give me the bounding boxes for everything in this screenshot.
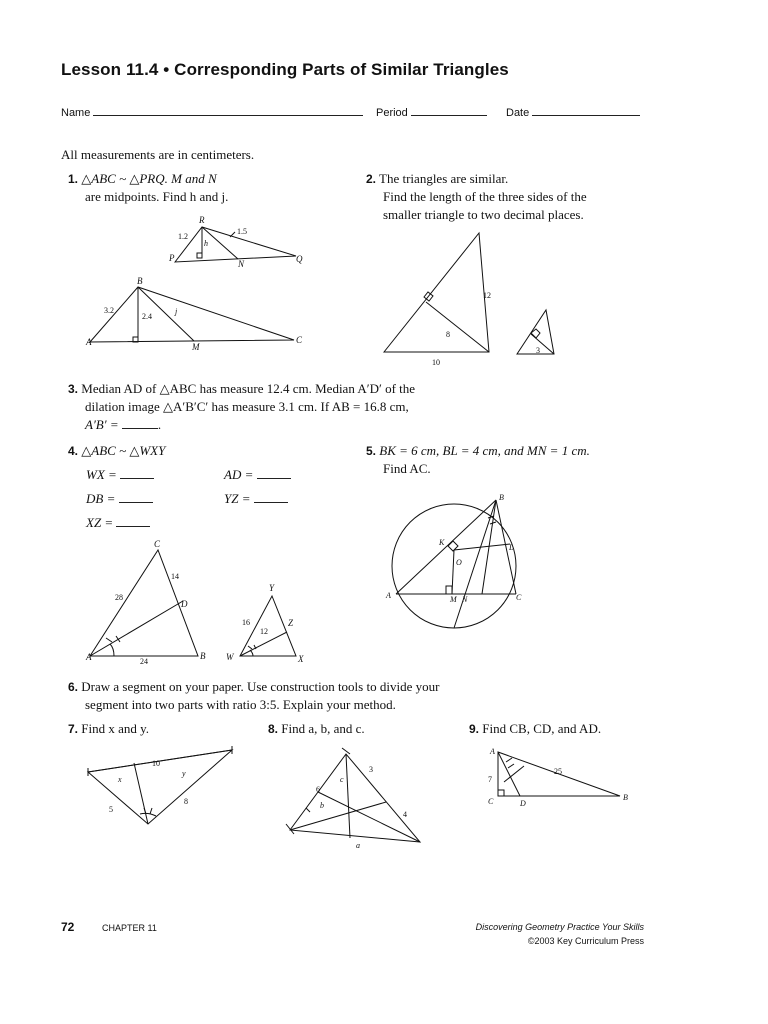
problem-9 <box>469 720 601 738</box>
problem-text: Find CB, CD, and AD. <box>482 721 602 736</box>
intro-text: All measurements are in centimeters. <box>61 147 255 162</box>
problem-4 <box>68 442 348 460</box>
period-label: Period <box>376 107 408 119</box>
label-8: 8 <box>446 330 450 339</box>
label-L: L <box>509 543 514 552</box>
problem-2 <box>366 170 666 224</box>
xz-answer[interactable] <box>86 514 150 532</box>
date-blank[interactable] <box>532 105 640 116</box>
label-A: A <box>86 337 92 347</box>
label-A: A <box>490 747 495 756</box>
label-12: 12 <box>483 291 491 300</box>
figure-5-circle <box>376 488 546 633</box>
label-3: 3 <box>369 765 373 774</box>
label-B: B <box>623 793 628 802</box>
label-X: X <box>298 654 304 664</box>
label-B: B <box>137 276 143 286</box>
problem-text: BK = 6 cm, BL = 4 cm, and MN = 1 cm. <box>379 443 590 458</box>
label-1.2: 1.2 <box>178 232 188 241</box>
problem-text: △ABC ~ △WXY <box>81 443 166 458</box>
label-c: c <box>340 775 344 784</box>
db-answer[interactable] <box>86 490 153 508</box>
figure-1-triangles <box>80 210 320 360</box>
label-b: b <box>320 801 324 810</box>
problem-number: 4. <box>68 444 79 458</box>
label-12: 12 <box>260 627 268 636</box>
answer-blank[interactable] <box>254 492 288 503</box>
label-A: A <box>86 652 92 662</box>
date-field[interactable] <box>506 105 640 119</box>
answer-blank[interactable] <box>122 418 158 429</box>
figure-9-triangle <box>482 744 632 816</box>
problem-number: 5. <box>366 444 377 458</box>
problem-number: 9. <box>469 722 480 736</box>
problem-6 <box>68 678 528 714</box>
label-j: j <box>175 307 178 316</box>
label-K: K <box>439 538 445 547</box>
label-D: D <box>520 799 526 808</box>
label-D: D <box>181 599 188 609</box>
wx-label: WX = <box>86 467 117 482</box>
label-O: O <box>456 558 462 567</box>
label-3.2: 3.2 <box>104 306 114 315</box>
problem-text: A′B′ = <box>85 417 119 432</box>
problem-7 <box>68 720 149 738</box>
problem-number: 6. <box>68 680 79 694</box>
label-24: 24 <box>140 657 148 666</box>
label-3: 3 <box>536 346 540 355</box>
label-25: 25 <box>554 767 562 776</box>
figure-4-triangles <box>80 538 320 668</box>
problem-number: 3. <box>68 382 79 396</box>
label-1.5: 1.5 <box>237 227 247 236</box>
label-R: R <box>199 215 205 225</box>
label-Y: Y <box>269 583 275 593</box>
label-14: 14 <box>171 572 179 581</box>
yz-answer[interactable] <box>224 490 288 508</box>
problem-text: Find x and y. <box>81 721 150 736</box>
answer-blank[interactable] <box>257 468 291 479</box>
problem-text: Median AD of △ABC has measure 12.4 cm. Median A′D′ of the <box>81 381 416 396</box>
problem-text: The triangles are similar. <box>379 171 509 186</box>
book-title: Discovering Geometry Practice Your Skills <box>475 922 644 932</box>
date-label: Date <box>506 107 530 119</box>
label-y: y <box>182 769 186 778</box>
answer-blank[interactable] <box>120 468 154 479</box>
label-B: B <box>200 651 206 661</box>
problem-text: segment into two parts with ratio 3:5. Explain your method. <box>85 697 396 712</box>
db-label: DB = <box>86 491 116 506</box>
figure-8-triangle <box>282 744 432 850</box>
problem-number: 2. <box>366 172 377 186</box>
label-C: C <box>296 335 303 345</box>
name-label: Name <box>61 107 91 119</box>
ad-answer[interactable] <box>224 466 291 484</box>
page-number: 72 <box>61 920 75 934</box>
label-a: a <box>356 841 360 850</box>
label-Z: Z <box>288 618 294 628</box>
label-16: 16 <box>242 618 250 627</box>
label-6: 6 <box>316 785 320 794</box>
label-x: x <box>118 775 122 784</box>
label-M: M <box>450 595 457 604</box>
label-N: N <box>238 259 245 269</box>
label-4: 4 <box>403 810 407 819</box>
wx-answer[interactable] <box>86 466 154 484</box>
name-field[interactable] <box>61 105 363 119</box>
answer-blank[interactable] <box>119 492 153 503</box>
chapter-label: CHAPTER 11 <box>102 923 157 933</box>
problem-text: Find the length of the three sides of the <box>383 189 587 204</box>
figure-2-triangles <box>376 225 576 375</box>
xz-label: XZ = <box>86 515 114 530</box>
problem-text: smaller triangle to two decimal places. <box>383 207 584 222</box>
problem-3: 3. Median AD of △ABC has measure 12.4 cm. Median A′D′ of the dilation image △A′B′C′ has measure 3.1 cm. If AB = 16.8 cm, A′B′ = . <box>68 380 488 434</box>
problem-number: 7. <box>68 722 79 736</box>
problem-number: 8. <box>268 722 279 736</box>
yz-label: YZ = <box>224 491 251 506</box>
copyright: ©2003 Key Curriculum Press <box>527 936 644 946</box>
label-5: 5 <box>109 805 113 814</box>
label-C: C <box>154 539 161 549</box>
problem-8 <box>268 720 365 738</box>
label-W: W <box>226 652 234 662</box>
problem-text: are midpoints. Find h and j. <box>85 189 229 204</box>
problem-text: dilation image △A′B′C′ has measure 3.1 cm. If AB = 16.8 cm, <box>85 399 409 414</box>
label-P: P <box>169 253 175 263</box>
label-C: C <box>488 797 494 806</box>
problem-text: △ABC ~ △PRQ. M and N <box>81 171 217 186</box>
label-N: N <box>462 595 468 604</box>
label-C: C <box>516 593 522 602</box>
problem-5 <box>366 442 686 478</box>
problem-text: Draw a segment on your paper. Use construction tools to divide your <box>81 679 440 694</box>
label-8: 8 <box>184 797 188 806</box>
problem-number: 1. <box>68 172 79 186</box>
label-7: 7 <box>488 775 492 784</box>
label-28: 28 <box>115 593 123 602</box>
ad-label: AD = <box>224 467 254 482</box>
name-blank[interactable] <box>93 105 363 116</box>
problem-1 <box>68 170 328 206</box>
label-B: B <box>499 493 504 502</box>
label-M: M <box>192 342 200 352</box>
label-Q: Q <box>296 254 303 264</box>
figure-7-triangle <box>82 742 242 832</box>
label-A: A <box>386 591 391 600</box>
period-field[interactable] <box>376 105 487 119</box>
answer-blank[interactable] <box>116 516 150 527</box>
label-10: 10 <box>152 759 160 768</box>
label-h: h <box>204 239 208 248</box>
problem-text: Find a, b, and c. <box>281 721 365 736</box>
period-blank[interactable] <box>411 105 487 116</box>
page-title: Lesson 11.4 • Corresponding Parts of Similar Triangles <box>61 60 509 79</box>
problem-text: Find AC. <box>383 461 431 476</box>
label-2.4: 2.4 <box>142 312 152 321</box>
label-10: 10 <box>432 358 440 367</box>
